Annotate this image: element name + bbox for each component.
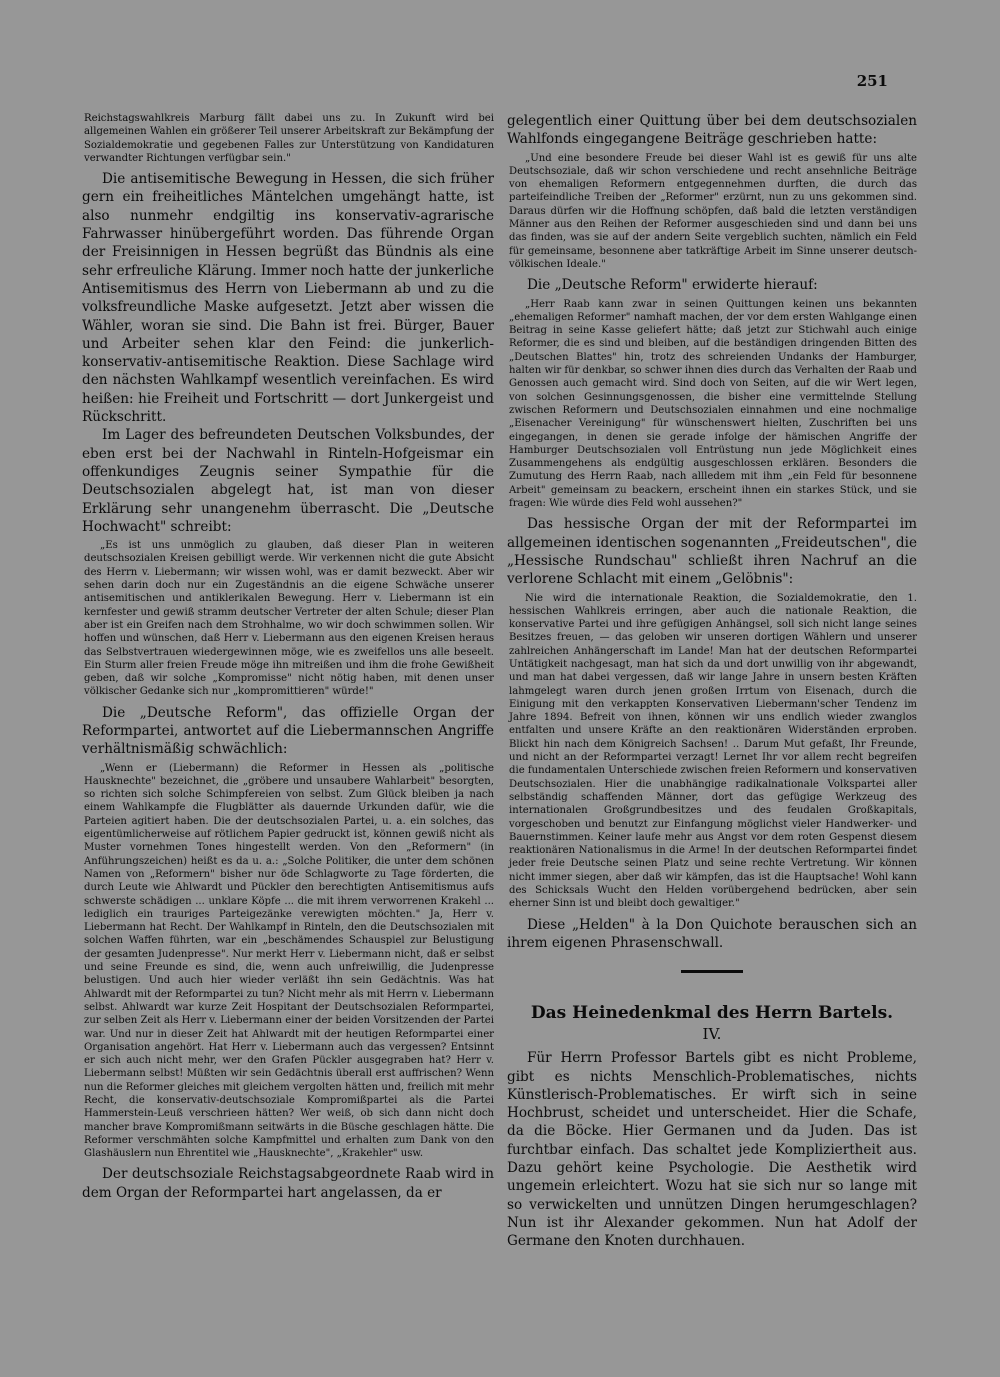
paragraph: Die „Deutsche Reform", das offizielle Organ der Reformpartei, antwortet auf die Liebermannschen Angriffe verhältnismäßig schwächlich: [82, 704, 494, 758]
quote-paragraph: Nie wird die internationale Reaktion, die Sozialdemokratie, den 1. hessischen Wahlkreis erringen, aber auch die nationale Reaktion, die konservative Partei und ihre gefügigen Anhängsel, soll sich nicht lange seines Besitzes freuen, — das geloben wir unseren dortigen Wählern und unserer zahlreichen Anhängerschaft im Lande! Man hat der deutschen Reformpartei Untätigkeit nachgesagt, man hat sich da und dort unwillig von ihr abgewandt, und man hat dabei vergessen, daß wir lange Jahre in unsern besten Kräften lahmgelegt waren durch jenen großen Irrtum von Eisenach, durch die Einigung mit den verkappten Konservativen Liebermann'scher Tendenz im Jahre 1894. Befreit von ihnen, können wir uns endlich wieder zwanglos entfalten und unsere Kräfte an den reaktionären Widerständen erproben. Blickt hin nach dem Königreich Sachsen! .. Darum Mut gefaßt, Ihr Freunde, und nicht an der Reformpartei verzagt! Lernet Ihr vor allem recht begreifen die fundamentalen Unterschiede zwischen freien Reformern und konservativen Deutschsozialen. Hier die unabhängige radikalnationale Volkspartei aller selbständig schaffenden Männer, dort das gefügige Werkzeug des internationalen Großgrundbesitzes und des feudalen Großkapitals, vorgeschoben und benutzt zur Einfangung möglichst vieler Handwerker- und Bauernstimmen. Keiner laufe mehr aus Angst vor dem roten Gespenst diesem reaktionären Nationalismus in die Arme! In der deutschen Reformpartei findet jeder freie Deutsche seinen Platz und seine rechte Vertretung. Wir können nicht immer siegen, aber daß wir kämpfen, das ist die Hauptsache! Wohl kann des Schicksals Wucht den Helden vorübergehend bedrücken, aber sein eherner Sinn ist und bleibt doch gewaltiger." [509, 592, 917, 910]
left-column [82, 112, 494, 1202]
paragraph: Der deutschsoziale Reichstagsabgeordnete Raab wird in dem Organ der Reformpartei hart angelassen, da er [82, 1166, 494, 1201]
paragraph: Im Lager des befreundeten Deutschen Volksbundes, der eben erst bei der Nachwahl in Rinteln-Hofgeismar ein offenkundiges Zeugnis seiner Sympathie für die Deutschsozialen abgelegt hat, ist man von dieser Erklärung sehr unangenehm überrascht. Die „Deutsche Hochwacht" schreibt: [82, 427, 494, 535]
quote-paragraph: „Herr Raab kann zwar in seinen Quittungen keinen uns bekannten „ehemaligen Reformer" namhaft machen, der vor dem ersten Wahlgange einen Beitrag in seine Kasse geliefert hätte; daß jetzt zur Stichwahl auch einige Reformer, die es sind und bleiben, auf die beständigen dringenden Bitten des „Deutschen Blattes" hin, trotz des schreienden Undanks der Hamburger, halten wir für denkbar, so schwer ihnen dies durch das Verhalten der Raab und Genossen auch gemacht wird. Sind doch von Seiten, auf die wir Wert legen, von solchen Gesinnungsgenossen, die bisher eine vermittelnde Stellung zwischen Reformern und Deutschsozialen einnahmen und eine nochmalige „Eisenacher Vereinigung" für wünschenswert hielten, Zuschriften bei uns eingegangen, in denen sie gerade infolge der hämischen Angriffe der Hamburger Deutschsozialen voll Entrüstung nun jede Möglichkeit eines Zusammengehens als endgültig ausgeschlossen erklären. Besonders die Zumutung des Herrn Raab, nach allledem mit ihm „ein Feld für besonnene Arbeit" gemeinsam zu beackern, erscheint ihnen ein starkes Stück, und sie fragen: Wie würde dies Feld wohl aussehen?" [509, 298, 917, 510]
section-number: IV. [702, 1025, 722, 1044]
right-column [507, 112, 917, 1250]
quote-paragraph: „Es ist uns unmöglich zu glauben, daß dieser Plan in weiteren deutschsozialen Kreisen gebilligt werde. Wir verkennen nicht die gute Absicht des Herrn v. Liebermann; wir wissen wohl, was er damit bezweckt. Aber wir sehen darin doch nur ein Zugeständnis an die eigene Schwäche unserer antisemitischen und antiklerikalen Bewegung. Herr v. Liebermann ist ein kernfester und gewiß stramm deutscher Vertreter der alten Schule; dieser Plan aber ist ein Greifen nach dem Strohhalme, wo wir doch schwimmen sollen. Wir hoffen und wünschen, daß Herr v. Liebermann aus den eigenen Kreisen heraus das Selbstvertrauen wiedergewinnen möge, wie es zweifellos uns alle beseelt. Ein Sturm aller freien Freude möge ihn mitreißen und ihm die frohe Gewißheit geben, daß wir solche „Kompromisse" nicht nötig haben, mit denen unser völkischer Gedanke sich nur „kompromittieren" würde!" [84, 540, 494, 698]
paragraph: Die antisemitische Bewegung in Hessen, die sich früher gern ein freiheitliches Mäntelchen umgehängt hatte, ist also nunmehr endgiltig ins konservativ-agrarische Fahrwasser hinübergeführt worden. Das führende Organ der Freisinnigen in Hessen begrüßt das Bündnis als eine sehr erfreuliche Klärung. Immer noch hatte der junkerliche Antisemitismus des Herrn von Liebermann ab und zu die volksfreundliche Maske aufgesetzt. Jetzt aber wissen die Wähler, woran sie sind. Die Bahn ist frei. Bürger, Bauer und Arbeiter sehen klar den Feind: die junkerlich-konservativ-antisemitische Reaktion. Diese Sachlage wird den nächsten Wahlkampf wesentlich vereinfachen. Es wird heißen: hie Freiheit und Fortschritt — dort Junkergeist und Rückschritt. [82, 171, 494, 426]
section-divider [681, 970, 743, 973]
paragraph: Reichstagswahlkreis Marburg fällt dabei uns zu. In Zukunft wird bei allgemeinen Wahlen ein größerer Teil unserer Arbeitskraft zur Bekämpfung der Sozialdemokratie und gegebenen Falles zur Unterstützung von Kandidaturen verwandter Richtungen verfügbar sein." [84, 113, 494, 164]
paragraph: Die „Deutsche Reform" erwiderte hierauf: [527, 277, 818, 294]
quote-paragraph: „Wenn er (Liebermann) die Reformer in Hessen als „politische Hausknechte" bezeichnet, die „gröbere und unsaubere Wahlarbeit" besorgten, so richten sich solche Schimpfereien von selbst. Zum Glück bleiben ja nach einem Wahlkampfe die Flugblätter als dauernde Urkunden dafür, wie die Parteien agitiert haben. Die der deutschsozialen Partei, u. a. ein solches, das eigentümlicherweise auf rötlichem Papier gedruckt ist, können gewiß nicht als Muster vornehmen Tones hingestellt werden. Von den „Reformern" (in Anführungszeichen) heißt es da u. a.: „Solche Politiker, die unter dem schönen Namen von „Reformern" bisher nur öde Schlagworte zu Tage förderten, die durch Leute wie Ahlwardt und Pückler den berechtigten Antisemitismus aufs schwerste schädigen ... unklare Köpfe ... die mit ihrem verworrenen Krakehl ... lediglich ein trauriges Parteigezänke verewigten möchten." Ja, Herr v. Liebermann hat Recht. Der Wahlkampf in Rinteln, den die Deutschsozialen mit solchen Waffen führten, war ein „beschämendes Schauspiel zur Belustigung der gesamten Judenpresse". Nur merkt Herr v. Liebermann nicht, daß er selbst und seine Freunde es sind, die, wenn auch unfreiwillig, die Judenpresse belustigen. Und auch hier wieder verläßt ihn sein Gedächtnis. Was hat Ahlwardt mit der Reformpartei zu tun? Nicht mehr als mit Herrn v. Liebermann selbst. Ahlwardt war kurze Zeit Hospitant der Deutschsozialen Reformpartei, zur selben Zeit als Herr v. Liebermann einer der beiden Vorsitzenden der Partei war. Und nur in dieser Zeit hat Ahlwardt mit der heutigen Reformpartei einer Organisation angehört. Hat Herr v. Liebermann auch das vergessen? Entsinnt er sich auch nicht mehr, wer den Grafen Pückler ausgegraben hat? Herr v. Liebermann selbst! Müßten wir sein Gedächtnis überall erst auffrischen? Wenn nun die Reformer gleiches mit gleichem vergolten hätten und, freilich mit mehr Recht, die konservativ-deutschsoziale Kompromißpartei als die Partei Hammerstein-Leuß verschrieen hätten? Wer weiß, ob sich dann nicht doch mancher brave Kompromißmann seitwärts in die Büsche geschlagen hätte. Die Reformer verschmähten solche Kampfmittel und erhalten zum Dank von den Glashäuslern nun Ehrentitel wie „Hausknechte", „Krakehler" usw. [84, 762, 494, 1160]
paragraph: Das hessische Organ der mit der Reformpartei im allgemeinen identischen sogenannten „Freideutschen", die „Hessische Rundschau" schließt ihren Nachruf an die verlorene Schlacht mit einem „Gelöbnis": [507, 516, 917, 588]
paragraph: gelegentlich einer Quittung über bei dem deutschsozialen Wahlfonds eingegangene Beiträge geschrieben hatte: [507, 113, 917, 148]
page-number: 251 [856, 72, 888, 90]
section-title: Das Heinedenkmal des Herrn Bartels. [530, 1003, 894, 1024]
quote-paragraph: „Und eine besondere Freude bei dieser Wahl ist es gewiß für uns alte Deutschsoziale, daß wir schon verschiedene und recht ansehnliche Beiträge von ehemaligen Reformern entgegennehmen durften, die durch das parteifeindliche Treiben der „Reformer" erzürnt, nun zu uns gekommen sind. Daraus dürfen wir die Hoffnung schöpfen, daß bald die letzten verständigen Männer aus den Reihen der Reformer ausgeschieden sind und dann bei uns das finden, was sie auf der andern Seite vergeblich suchten, nämlich ein Feld für gemeinsame, besonnene aber tatkräftige Arbeit im Sinne unserer deutsch-völkischen Ideale." [509, 152, 917, 270]
paragraph: Diese „Helden" à la Don Quichote berauschen sich an ihrem eigenen Phrasenschwall. [507, 916, 917, 951]
section-body: Für Herrn Professor Bartels gibt es nicht Probleme, gibt es nichts Menschlich-Problematisches, nichts Künstlerisch-Problematisches. Er wirft sich in seine Hochbrust, scheidet und unterscheidet. Hier die Schafe, da die Böcke. Hier Germanen und da Juden. Das ist furchtbar einfach. Das schaltet jede Kompliziertheit aus. Dazu gehört keine Psychologie. Die Aesthetik wird ungemein erleichtert. Wozu hat sie sich nur so lange mit so verwickelten und unnützen Dingen herumgeschlagen? Nun ist ihr Alexander gekommen. Nun hat Adolf der Germane den Knoten durchhauen. [507, 1050, 917, 1250]
